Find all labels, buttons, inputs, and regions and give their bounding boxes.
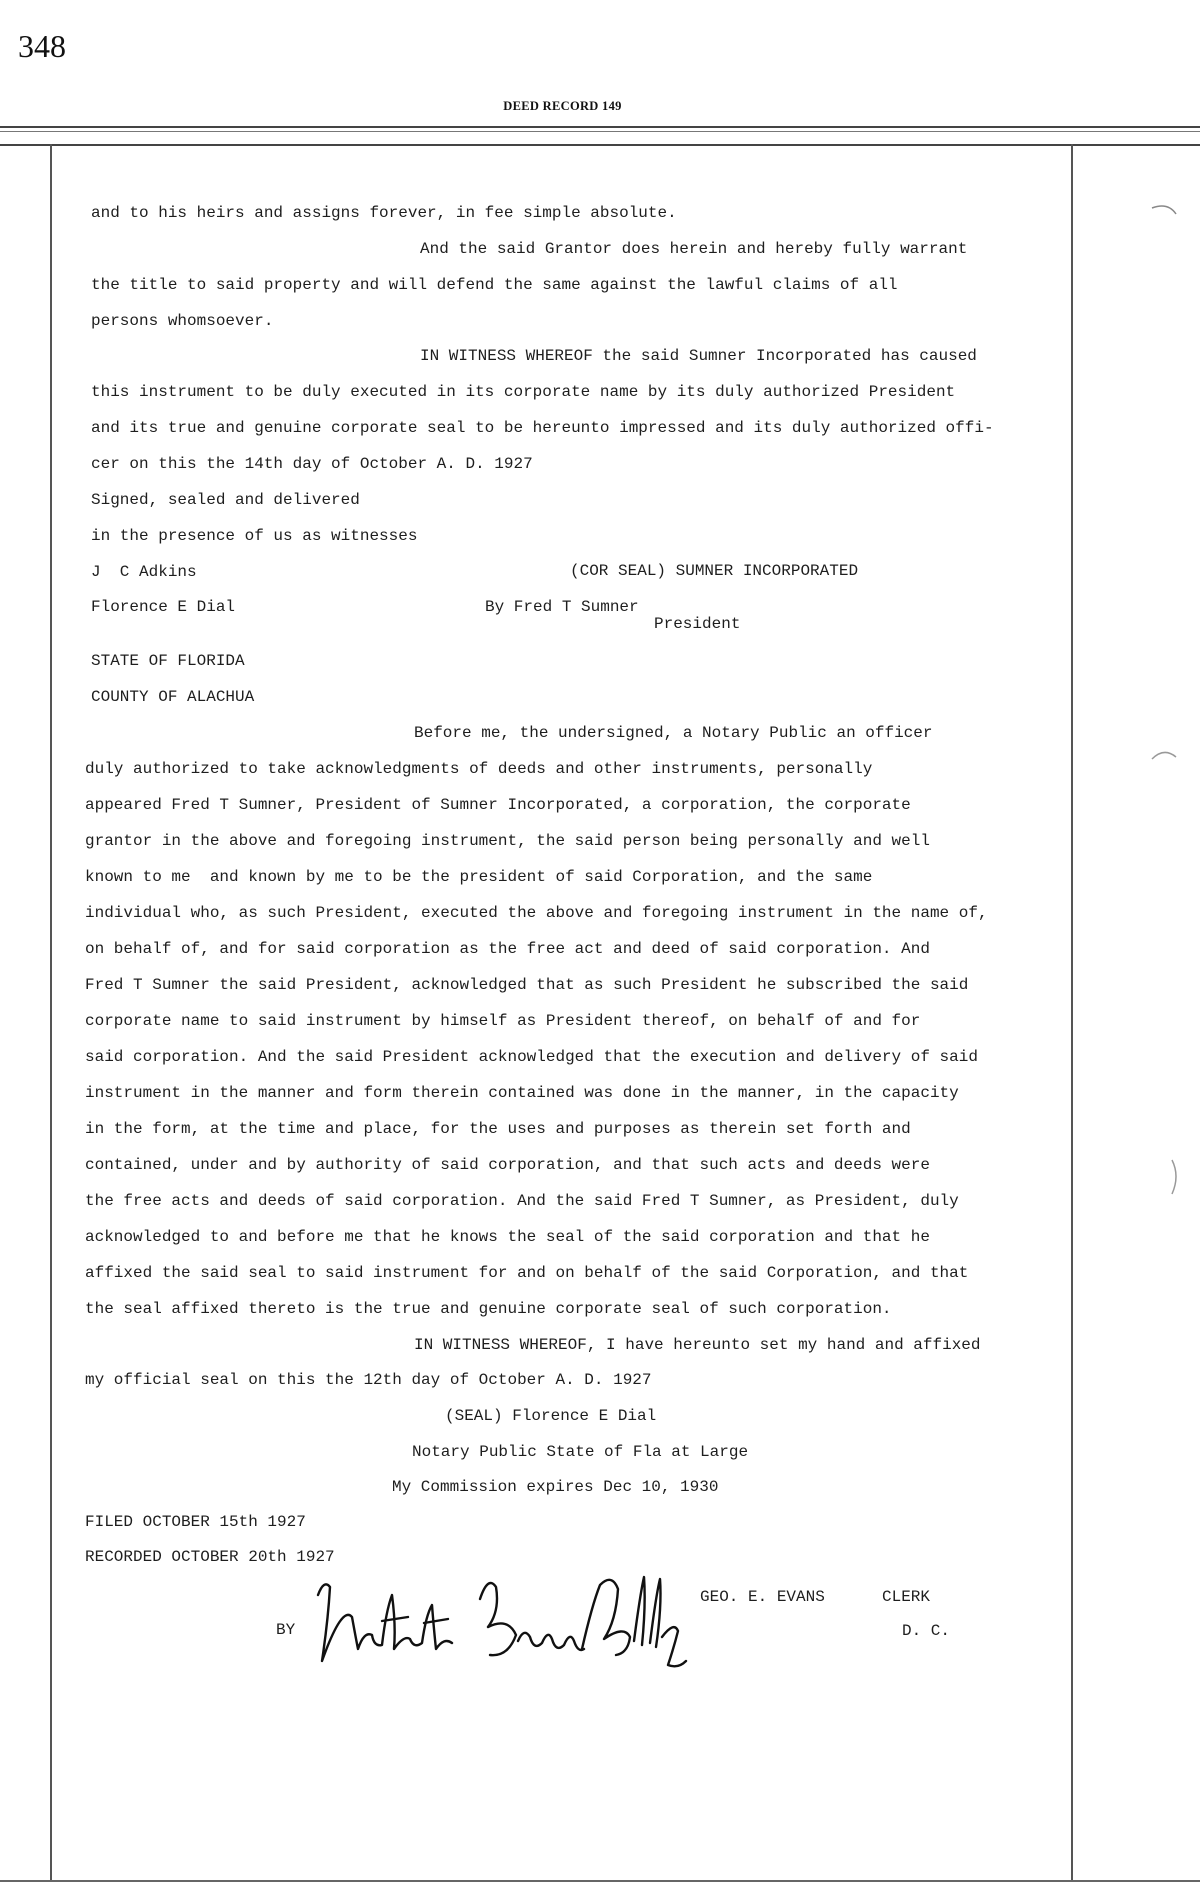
text-line: my official seal on this the 12th day of October A. D. 1927 bbox=[85, 1371, 652, 1389]
record-header: DEED RECORD 149 bbox=[503, 99, 622, 113]
text-line: in the presence of us as witnesses bbox=[91, 527, 418, 545]
text-line: grantor in the above and foregoing instrument, the said person being personally and well bbox=[85, 832, 930, 850]
text-line: IN WITNESS WHEREOF, I have hereunto set my hand and affixed bbox=[414, 1336, 981, 1354]
header-rule-mid bbox=[0, 131, 1200, 132]
text-line: persons whomsoever. bbox=[91, 312, 274, 330]
margin-tick-mark bbox=[1150, 200, 1180, 230]
grantor-title: President bbox=[654, 615, 741, 633]
text-line: Signed, sealed and delivered bbox=[91, 491, 360, 509]
text-line: And the said Grantor does herein and hereby fully warrant bbox=[420, 240, 968, 258]
text-line: known to me and known by me to be the president of said Corporation, and the same bbox=[85, 868, 873, 886]
text-line: IN WITNESS WHEREOF the said Sumner Incorporated has caused bbox=[420, 347, 977, 365]
notary-title: Notary Public State of Fla at Large bbox=[412, 1443, 749, 1461]
text-line: said corporation. And the said President acknowledged that the execution and delivery of said bbox=[85, 1048, 978, 1066]
text-line: the title to said property and will defend the same against the lawful claims of all bbox=[91, 276, 898, 294]
text-line: and to his heirs and assigns forever, in fee simple absolute. bbox=[91, 204, 677, 222]
venue-state: STATE OF FLORIDA bbox=[91, 652, 245, 670]
text-line: this instrument to be duly executed in its corporate name by its duly authorized President bbox=[91, 383, 956, 401]
text-line: in the form, at the time and place, for the uses and purposes as therein set forth and bbox=[85, 1120, 911, 1138]
margin-tick-mark bbox=[1168, 1158, 1188, 1198]
header-rule-top bbox=[0, 126, 1200, 128]
text-line: Before me, the undersigned, a Notary Public an officer bbox=[414, 724, 933, 742]
bottom-rule bbox=[0, 1880, 1200, 1882]
filed-date: FILED OCTOBER 15th 1927 bbox=[85, 1513, 306, 1531]
witness-name: J C Adkins bbox=[91, 563, 197, 581]
text-line: on behalf of, and for said corporation as the free act and deed of said corporation. And bbox=[85, 940, 930, 958]
right-margin-line bbox=[1071, 144, 1073, 1880]
left-margin-line bbox=[50, 144, 52, 1880]
corporate-seal-line: (COR SEAL) SUMNER INCORPORATED bbox=[570, 562, 859, 580]
page-number: 348 bbox=[18, 28, 66, 64]
deputy-by-label: BY bbox=[276, 1621, 296, 1639]
notary-signature: (SEAL) Florence E Dial bbox=[445, 1407, 657, 1425]
text-line: cer on this the 14th day of October A. D. 1927 bbox=[91, 455, 533, 473]
text-line: the free acts and deeds of said corporation. And the said Fred T Sumner, as President, duly bbox=[85, 1192, 959, 1210]
clerk-name: GEO. E. EVANS bbox=[700, 1588, 825, 1606]
recorded-date: RECORDED OCTOBER 20th 1927 bbox=[85, 1548, 335, 1566]
text-line: affixed the said seal to said instrument for and on behalf of the said Corporation, and that bbox=[85, 1264, 969, 1282]
text-line: corporate name to said instrument by himself as President thereof, on behalf of and for bbox=[85, 1012, 921, 1030]
notary-commission: My Commission expires Dec 10, 1930 bbox=[392, 1478, 719, 1496]
text-line: acknowledged to and before me that he knows the seal of the said corporation and that he bbox=[85, 1228, 930, 1246]
text-line: contained, under and by authority of said corporation, and that such acts and deeds were bbox=[85, 1156, 930, 1174]
grantor-signature: By Fred T Sumner bbox=[485, 598, 639, 616]
text-line: appeared Fred T Sumner, President of Sumner Incorporated, a corporation, the corporate bbox=[85, 796, 911, 814]
margin-tick-mark bbox=[1150, 745, 1180, 775]
text-line: individual who, as such President, executed the above and foregoing instrument in the name of, bbox=[85, 904, 988, 922]
header-rule-bottom bbox=[0, 144, 1200, 146]
venue-county: COUNTY OF ALACHUA bbox=[91, 688, 255, 706]
text-line: and its true and genuine corporate seal to be hereunto impressed and its duly authorized offi- bbox=[91, 419, 994, 437]
text-line: the seal affixed thereto is the true and genuine corporate seal of such corporation. bbox=[85, 1300, 892, 1318]
clerk-title: CLERK bbox=[882, 1588, 931, 1606]
handwritten-signature bbox=[312, 1565, 697, 1675]
deputy-clerk-label: D. C. bbox=[902, 1622, 951, 1640]
witness-name: Florence E Dial bbox=[91, 598, 236, 616]
text-line: Fred T Sumner the said President, acknowledged that as such President he subscribed the said bbox=[85, 976, 969, 994]
text-line: instrument in the manner and form therein contained was done in the manner, in the capacity bbox=[85, 1084, 959, 1102]
text-line: duly authorized to take acknowledgments of deeds and other instruments, personally bbox=[85, 760, 873, 778]
